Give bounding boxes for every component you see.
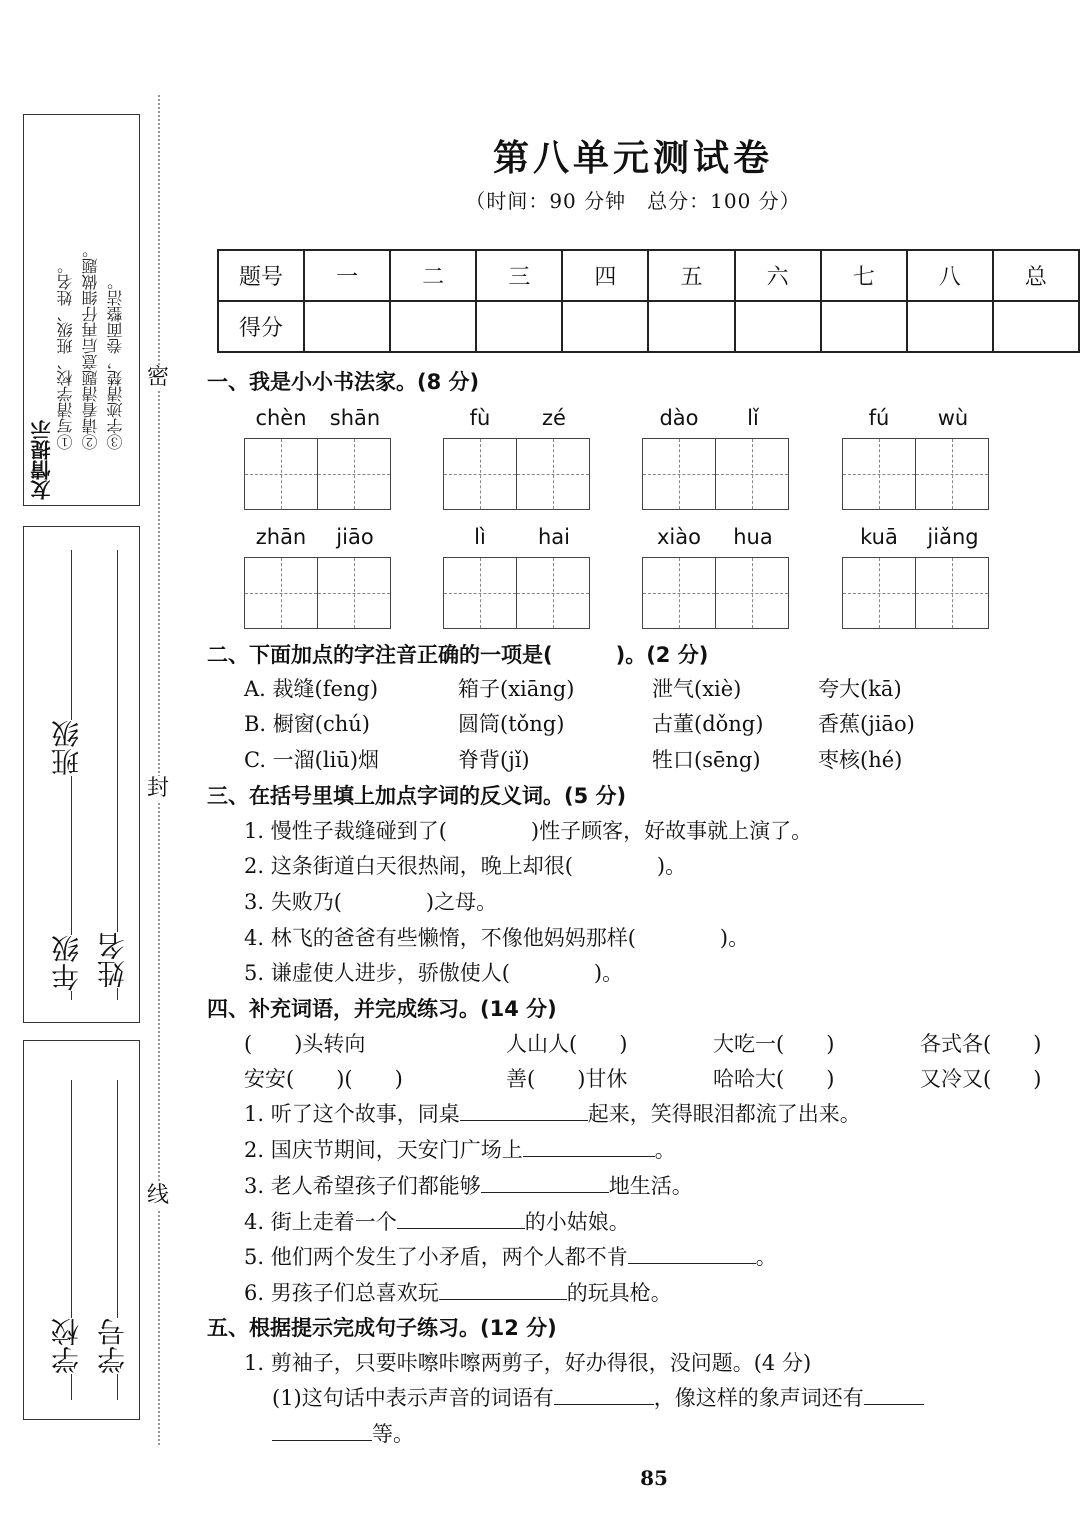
score-header: 五 xyxy=(648,250,734,301)
score-header: 八 xyxy=(907,250,993,301)
score-cell[interactable] xyxy=(390,301,476,352)
sentence-fill: 5. 他们两个发生了小矛盾，两个人都不肯 。 xyxy=(244,1241,777,1271)
question: 1. 剪袖子，只要咔嚓咔嚓两剪子，好办得很，没问题。(4 分) xyxy=(244,1351,812,1375)
pinyin: chèn xyxy=(255,406,307,430)
pinyin: jiǎng xyxy=(927,525,979,549)
question: 2. 这条街道白天很热闹，晚上却很( )。 xyxy=(244,854,687,878)
sentence-fill: 4. 街上走着一个 的小姑娘。 xyxy=(244,1206,630,1236)
score-cell[interactable] xyxy=(562,301,648,352)
writing-grid[interactable] xyxy=(516,557,590,629)
page-number: 85 xyxy=(640,1466,668,1490)
score-cell[interactable] xyxy=(648,301,734,352)
section-2-title: 二、下面加点的字注音正确的一项是( )。(2 分) xyxy=(207,643,709,667)
score-table xyxy=(217,249,1080,353)
score-header: 六 xyxy=(735,250,821,301)
writing-grid[interactable] xyxy=(642,557,716,629)
score-cell[interactable] xyxy=(993,301,1079,352)
section-1-title: 一、我是小小书法家。(8 分) xyxy=(207,370,480,394)
word-fill: 安安( )( ) xyxy=(244,1067,403,1091)
option-c-4: 枣核(hé) xyxy=(818,748,903,772)
question: 3. 失败乃( )之母。 xyxy=(244,890,498,914)
option-a-1: A. 裁缝(feng) xyxy=(244,677,379,701)
answer-blank[interactable] xyxy=(554,1382,654,1405)
pinyin: dào xyxy=(659,406,699,430)
seal-feng: 封 xyxy=(147,776,170,801)
tips-header: 友情提示 xyxy=(30,420,54,500)
pinyin: fù xyxy=(469,406,491,430)
page-title: 第八单元测试卷 xyxy=(492,137,773,179)
option-c-2: 脊背(jǐ) xyxy=(458,748,530,772)
score-cell[interactable] xyxy=(735,301,821,352)
section-3-title: 三、在括号里填上加点字词的反义词。(5 分) xyxy=(207,784,627,808)
writing-grid[interactable] xyxy=(443,438,517,510)
score-header: 二 xyxy=(390,250,476,301)
writing-grid[interactable] xyxy=(317,438,391,510)
score-header: 七 xyxy=(821,250,907,301)
pinyin: hai xyxy=(537,525,570,549)
writing-grid[interactable] xyxy=(443,557,517,629)
answer-blank[interactable] xyxy=(864,1382,924,1405)
pinyin: xiào xyxy=(657,525,701,549)
class-label: 班级 xyxy=(47,720,87,776)
option-c-3: 牲口(sēng) xyxy=(652,748,761,772)
sub-question-cont: 等。 xyxy=(272,1418,414,1448)
word-fill: 又冷又( ) xyxy=(920,1067,1042,1091)
pinyin: kuā xyxy=(860,525,898,549)
name-label: 姓名 xyxy=(93,932,133,988)
pinyin: zé xyxy=(542,406,566,430)
sentence-fill: 1. 听了这个故事，同桌 起来，笑得眼泪都流了出来。 xyxy=(244,1098,861,1128)
option-b-1: B. 橱窗(chú) xyxy=(244,712,370,736)
word-fill: 哈哈大( ) xyxy=(713,1067,835,1091)
score-cell[interactable] xyxy=(476,301,562,352)
word-fill: 人山人( ) xyxy=(506,1032,628,1056)
score-header: 四 xyxy=(562,250,648,301)
score-cell[interactable] xyxy=(907,301,993,352)
option-a-2: 箱子(xiāng) xyxy=(458,677,575,701)
score-header: 题号 xyxy=(218,250,304,301)
question: 1. 慢性子裁缝碰到了( )性子顾客，好故事就上演了。 xyxy=(244,819,813,843)
option-a-3: 泄气(xiè) xyxy=(652,677,742,701)
number-label: 学号 xyxy=(93,1318,133,1374)
answer-blank[interactable] xyxy=(628,1241,756,1264)
sentence-fill: 3. 老人希望孩子们都能够 地生活。 xyxy=(244,1170,693,1200)
writing-grid[interactable] xyxy=(842,438,916,510)
section-4-title: 四、补充词语，并完成练习。(14 分) xyxy=(207,997,557,1021)
seal-line xyxy=(158,95,160,1445)
answer-blank[interactable] xyxy=(523,1134,655,1157)
answer-blank[interactable] xyxy=(481,1170,609,1193)
grade-label: 年级 xyxy=(47,935,87,991)
score-header: 三 xyxy=(476,250,562,301)
writing-grid[interactable] xyxy=(915,557,989,629)
sentence-fill: 6. 男孩子们总喜欢玩 的玩具枪。 xyxy=(244,1277,672,1307)
answer-blank[interactable] xyxy=(439,1277,567,1300)
tip-3: ③字迹清楚，卷面整洁。 xyxy=(106,274,125,450)
pinyin: zhān xyxy=(255,525,307,549)
writing-grid[interactable] xyxy=(842,557,916,629)
answer-blank[interactable] xyxy=(397,1206,525,1229)
pinyin: jiāo xyxy=(336,525,374,549)
word-fill: 善( )甘休 xyxy=(506,1067,628,1091)
question: 5. 谦虚使人进步，骄傲使人( )。 xyxy=(244,961,624,985)
pinyin: lì xyxy=(474,525,486,549)
sub-question: (1)这句话中表示声音的词语有 ，像这样的象声词还有 xyxy=(272,1382,924,1412)
writing-grid[interactable] xyxy=(915,438,989,510)
word-fill: 各式各( ) xyxy=(920,1032,1042,1056)
pinyin: fú xyxy=(868,406,890,430)
answer-blank[interactable] xyxy=(460,1098,588,1121)
option-b-2: 圆筒(tǒng) xyxy=(458,712,565,736)
word-fill: 大吃一( ) xyxy=(713,1032,835,1056)
seal-xian: 线 xyxy=(147,1183,170,1208)
seal-mi: 密 xyxy=(147,365,170,390)
writing-grid[interactable] xyxy=(244,438,318,510)
score-row-label: 得分 xyxy=(218,301,304,352)
writing-grid[interactable] xyxy=(244,557,318,629)
writing-grid[interactable] xyxy=(715,438,789,510)
pinyin: lǐ xyxy=(747,406,759,430)
pinyin: shān xyxy=(329,406,381,430)
writing-grid[interactable] xyxy=(715,557,789,629)
page-subtitle: （时间：90 分钟 总分：100 分） xyxy=(465,189,801,213)
option-b-4: 香蕉(jiāo) xyxy=(818,712,915,736)
tip-1: ①写清学校、班级、姓名。 xyxy=(56,258,75,450)
section-5-title: 五、根据提示完成句子练习。(12 分) xyxy=(207,1316,557,1340)
word-fill: ( )头转向 xyxy=(244,1032,366,1056)
answer-blank[interactable] xyxy=(272,1418,372,1441)
writing-grid[interactable] xyxy=(317,557,391,629)
sentence-fill: 2. 国庆节期间，天安门广场上 。 xyxy=(244,1134,676,1164)
writing-grid[interactable] xyxy=(642,438,716,510)
option-a-4: 夸大(kā) xyxy=(818,677,902,701)
question: 4. 林飞的爸爸有些懒惰，不像他妈妈那样( )。 xyxy=(244,926,750,950)
pinyin: wù xyxy=(937,406,969,430)
option-c-1: C. 一溜(liū)烟 xyxy=(244,748,380,772)
score-cell[interactable] xyxy=(821,301,907,352)
score-header: 一 xyxy=(304,250,390,301)
score-header: 总 xyxy=(993,250,1079,301)
pinyin: hua xyxy=(733,525,773,549)
tip-2: ②请看清题意后再仔细做题。 xyxy=(81,242,100,450)
score-cell[interactable] xyxy=(304,301,390,352)
writing-grid[interactable] xyxy=(516,438,590,510)
option-b-3: 古董(dǒng) xyxy=(652,712,764,736)
school-label: 学校 xyxy=(47,1318,87,1374)
